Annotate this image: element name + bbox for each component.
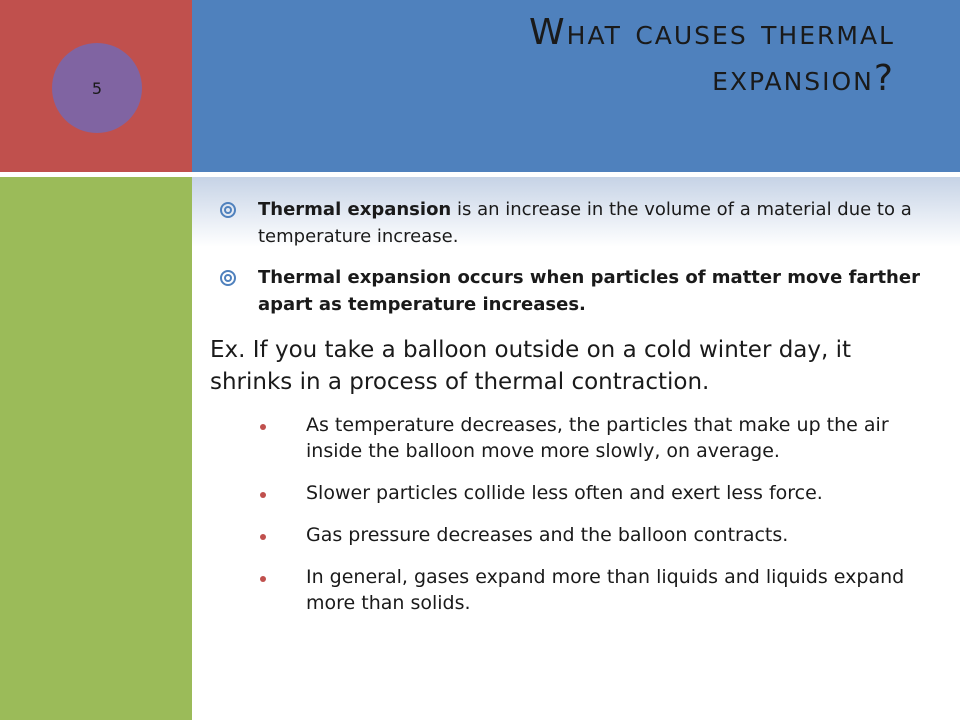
main-bullet-text xyxy=(258,264,930,318)
dot-bullet-icon xyxy=(260,576,266,582)
main-bullet-bold: Thermal expansion occurs when particles of matter move farther apart as temperature increases. xyxy=(258,267,920,315)
slide-title-line-1: What causes thermal xyxy=(529,12,895,53)
sub-bullet-text: As temperature decreases, the particles that make up the air inside the balloon move more slowly, on average. xyxy=(306,414,889,462)
ring-bullet-icon xyxy=(220,202,236,218)
sub-bullet xyxy=(260,564,930,616)
sub-bullet-text: Slower particles collide less often and exert less force. xyxy=(306,482,823,504)
main-bullet-rest: is an increase in the volume of a material due to a temperature increase. xyxy=(258,199,912,247)
main-bullet xyxy=(210,264,930,318)
main-bullet-bold: Thermal expansion xyxy=(258,199,452,220)
slide-number-badge xyxy=(52,43,142,133)
slide-number: 5 xyxy=(91,78,103,98)
left-green-panel xyxy=(0,176,192,720)
sub-bullet xyxy=(260,480,930,506)
main-bullet-text xyxy=(258,196,930,250)
dot-bullet-icon xyxy=(260,492,266,498)
ring-bullet-icon xyxy=(220,270,236,286)
slide-title xyxy=(380,10,895,102)
main-bullet xyxy=(210,196,930,250)
slide-title-line-2: expansion? xyxy=(712,58,895,99)
sub-bullet-text: In general, gases expand more than liquids and liquids expand more than solids. xyxy=(306,566,905,614)
sub-bullet-text: Gas pressure decreases and the balloon contracts. xyxy=(306,524,789,546)
sub-bullet xyxy=(260,412,930,464)
sub-bullet xyxy=(260,522,930,548)
dot-bullet-icon xyxy=(260,424,266,430)
example-paragraph: Ex. If you take a balloon outside on a cold winter day, it shrinks in a process of thermal contraction. xyxy=(210,337,852,395)
slide-content xyxy=(210,196,930,632)
dot-bullet-icon xyxy=(260,534,266,540)
